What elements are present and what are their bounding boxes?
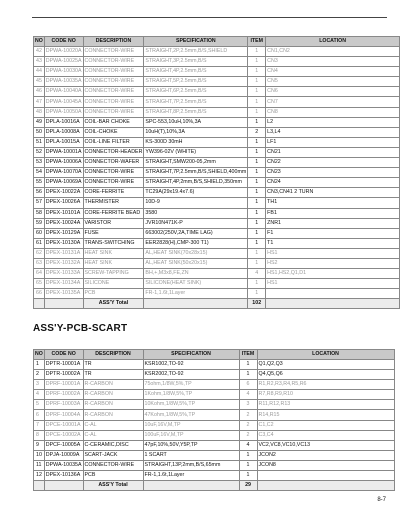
- cell-specification: BH,+,M3x8,FE,ZN: [144, 269, 248, 279]
- cell-location: CN8: [266, 107, 400, 117]
- cell-location: Q4,Q5,Q6: [257, 370, 394, 380]
- cell-no: 1: [34, 360, 45, 370]
- cell-description: HEAT SINK: [83, 248, 144, 258]
- cell-item: 1: [248, 107, 266, 117]
- cell-no: 47: [34, 97, 45, 107]
- cell-description: CONNECTOR-WAFER: [83, 158, 144, 168]
- cell-item: 1: [248, 77, 266, 87]
- cell-code-no: DPEX-10134A: [44, 279, 83, 289]
- header-code-no: CODE NO: [44, 350, 83, 360]
- cell-specification: 10uF,16V,M,TP: [143, 420, 239, 430]
- top-rule: [32, 17, 387, 18]
- table-row: [34, 420, 395, 430]
- cell-code-no: DPWA-10035A: [44, 77, 83, 87]
- cell-description: CONNECTOR-WIRE: [83, 168, 144, 178]
- cell-item: 2: [239, 410, 257, 420]
- cell-location: F1: [266, 228, 400, 238]
- cell-item: 1: [248, 168, 266, 178]
- cell-no: 43: [34, 57, 45, 67]
- cell-description: CONNECTOR-WIRE: [83, 77, 144, 87]
- cell-item: 1: [248, 97, 266, 107]
- table-row: [34, 137, 400, 147]
- cell-code-no: DPWA-10020A: [44, 47, 83, 57]
- header-location: LOCATION: [266, 37, 400, 47]
- cell-description: VARISTOR: [83, 218, 144, 228]
- cell-location: [266, 289, 400, 299]
- header-location: LOCATION: [257, 350, 394, 360]
- table-header-row: [34, 350, 395, 360]
- cell-item: 1: [248, 238, 266, 248]
- cell-no: 46: [34, 87, 45, 97]
- cell-code-no: DPEX-10022A: [44, 188, 83, 198]
- header-specification: SPECIFICATION: [144, 37, 248, 47]
- cell-location: HS1: [266, 248, 400, 258]
- total-label: ASS'Y Total: [83, 299, 144, 309]
- cell-description: CONNECTOR-WIRE: [83, 97, 144, 107]
- table-row: [34, 87, 400, 97]
- cell-no: 42: [34, 47, 45, 57]
- cell-item: 1: [239, 471, 257, 481]
- parts-table-scart: [33, 349, 395, 491]
- cell-code-no: DPWA-10050A: [44, 107, 83, 117]
- cell-code-no: DPLA-10008A: [44, 127, 83, 137]
- cell-location: CN5: [266, 77, 400, 87]
- cell-specification: 1Kohm,1/8W,5%,TP: [143, 390, 239, 400]
- table-row: [34, 67, 400, 77]
- cell-specification: STRAIGHT,4P,2mm,B/S,SHIELD,350mm: [144, 178, 248, 188]
- cell-code-no: DPEX-10130A: [44, 238, 83, 248]
- cell-code-no: DPTR-10001A: [44, 360, 83, 370]
- header-item: ITEM: [239, 350, 257, 360]
- table-row: [34, 218, 400, 228]
- cell-specification: 47pF,10%,50V,Y5P,TP: [143, 440, 239, 450]
- cell-specification: EER2828(H),CMP-300 T1): [144, 238, 248, 248]
- cell-code-no: DPCF-10005A: [44, 440, 83, 450]
- cell-no: 45: [34, 77, 45, 87]
- cell-no: 62: [34, 248, 45, 258]
- cell-no: 56: [34, 188, 45, 198]
- cell-description: COIL-CHOKE: [83, 127, 144, 137]
- cell-location: CN22: [266, 158, 400, 168]
- table-row: [34, 168, 400, 178]
- cell-location: [257, 481, 394, 491]
- cell-item: 1: [239, 460, 257, 470]
- cell-description: THERMISTER: [83, 198, 144, 208]
- cell-no: [34, 481, 45, 491]
- cell-location: C1,C2: [257, 420, 394, 430]
- cell-location: [266, 299, 400, 309]
- cell-code-no: DPRF-10004A: [44, 410, 83, 420]
- cell-specification: STRAIGHT,13P,2mm,B/S,65mm: [143, 460, 239, 470]
- table-row: [34, 77, 400, 87]
- cell-specification: 663002(250V,2A,TIME LAG): [144, 228, 248, 238]
- cell-location: CN3: [266, 57, 400, 67]
- cell-description: C-AL: [83, 420, 143, 430]
- table-total-row: [34, 299, 400, 309]
- cell-specification: 47Kohm,1/8W,5%,TP: [143, 410, 239, 420]
- cell-specification: KSR1002,TO-92: [143, 360, 239, 370]
- cell-no: 48: [34, 107, 45, 117]
- cell-specification: STRAIGHT,5P,2.5mm,B/S: [144, 77, 248, 87]
- cell-location: CN4: [266, 67, 400, 77]
- cell-code-no: DPWA-10030A: [44, 67, 83, 77]
- cell-location: CN21: [266, 147, 400, 157]
- cell-no: 50: [34, 127, 45, 137]
- cell-no: [34, 299, 45, 309]
- cell-location: JCON8: [257, 460, 394, 470]
- cell-location: LF1: [266, 137, 400, 147]
- cell-no: 49: [34, 117, 45, 127]
- cell-item: 1: [248, 47, 266, 57]
- table-row: [34, 269, 400, 279]
- cell-description: SCART-JACK: [83, 450, 143, 460]
- cell-item: 1: [248, 248, 266, 258]
- cell-no: 9: [34, 440, 45, 450]
- cell-no: 10: [34, 450, 45, 460]
- table-row: [34, 57, 400, 67]
- cell-no: 57: [34, 198, 45, 208]
- cell-code-no: DPRF-10002A: [44, 390, 83, 400]
- cell-specification: 75ohm,1/8W,5%,TP: [143, 380, 239, 390]
- table-row: [34, 380, 395, 390]
- table-row: [34, 440, 395, 450]
- cell-specification: JVR10N471K-P: [144, 218, 248, 228]
- cell-item: 4: [248, 269, 266, 279]
- cell-item: 2: [248, 127, 266, 137]
- cell-item: 1: [248, 218, 266, 228]
- table-row: [34, 188, 400, 198]
- table-row: [34, 127, 400, 137]
- cell-location: CN3,CN41 2 TURN: [266, 188, 400, 198]
- table-row: [34, 410, 395, 420]
- cell-no: 58: [34, 208, 45, 218]
- cell-specification: KS-300D 30mH: [144, 137, 248, 147]
- header-item: ITEM: [248, 37, 266, 47]
- cell-code-no: DPLA-10016A: [44, 117, 83, 127]
- cell-no: 52: [34, 147, 45, 157]
- cell-item: 4: [239, 440, 257, 450]
- cell-item: 1: [248, 198, 266, 208]
- total-count: 102: [248, 299, 266, 309]
- cell-item: 1: [248, 188, 266, 198]
- cell-specification: STRAIGHT,4P,2.5mm,B/S: [144, 67, 248, 77]
- cell-item: 1: [248, 289, 266, 299]
- cell-code-no: DPWA-10001A: [44, 147, 83, 157]
- cell-description: FUSE: [83, 228, 144, 238]
- cell-code-no: DPEX-10131A: [44, 248, 83, 258]
- cell-location: FB1: [266, 208, 400, 218]
- cell-no: 65: [34, 279, 45, 289]
- cell-code-no: DPTR-10002A: [44, 370, 83, 380]
- cell-specification: STRAIGHT,3P,2.5mm,B/S: [144, 57, 248, 67]
- cell-specification: STRAIGHT,6P,2.5mm,B/S: [144, 87, 248, 97]
- cell-code-no: DPCE-10002A: [44, 430, 83, 440]
- cell-code-no: DPCE-10001A: [44, 420, 83, 430]
- cell-description: CONNECTOR-WIRE: [83, 87, 144, 97]
- cell-code-no: DPWA-10069A: [44, 178, 83, 188]
- cell-code-no: DPEX-10101A: [44, 208, 83, 218]
- table-row: [34, 178, 400, 188]
- cell-item: 1: [248, 178, 266, 188]
- table-row: [34, 147, 400, 157]
- cell-no: 44: [34, 67, 45, 77]
- table-row: [34, 158, 400, 168]
- cell-code-no: DPWA-10035A: [44, 460, 83, 470]
- header-no: NO: [34, 350, 45, 360]
- cell-code-no: [44, 299, 83, 309]
- cell-no: 55: [34, 178, 45, 188]
- cell-item: 1: [248, 279, 266, 289]
- cell-specification: FR-1,1.6t,1Layer: [143, 471, 239, 481]
- cell-code-no: DPEX-10135A: [44, 289, 83, 299]
- table-row: [34, 370, 395, 380]
- cell-location: Q1,Q2,Q3: [257, 360, 394, 370]
- cell-location: CN23: [266, 168, 400, 178]
- header-specification: SPECIFICATION: [143, 350, 239, 360]
- cell-location: JCON2: [257, 450, 394, 460]
- table-row: [34, 390, 395, 400]
- cell-specification: 100uF,16V,M,TP: [143, 430, 239, 440]
- page-number: 8-7: [377, 497, 386, 503]
- table-row: [34, 279, 400, 289]
- table-row: [34, 430, 395, 440]
- cell-code-no: DPJA-10009A: [44, 450, 83, 460]
- cell-code-no: DPEX-10024A: [44, 218, 83, 228]
- cell-description: C-CERAMIC,DISC: [83, 440, 143, 450]
- cell-item: 1: [239, 360, 257, 370]
- cell-location: T1: [266, 238, 400, 248]
- cell-code-no: DPWA-10025A: [44, 57, 83, 67]
- header-description: DESCRIPTION: [83, 37, 144, 47]
- cell-description: C-AL: [83, 430, 143, 440]
- header-no: NO: [34, 37, 45, 47]
- cell-item: 1: [248, 158, 266, 168]
- cell-specification: STRAIGHT,8P,2.5mm,B/S: [144, 107, 248, 117]
- cell-specification: SPC-553,10uH,10%,3A: [144, 117, 248, 127]
- cell-description: CONNECTOR-WIRE: [83, 47, 144, 57]
- cell-code-no: DPEX-10132A: [44, 258, 83, 268]
- table-row: [34, 471, 395, 481]
- cell-specification: KSR2002,TO-92: [143, 370, 239, 380]
- cell-description: PCB: [83, 289, 144, 299]
- cell-item: 1: [248, 228, 266, 238]
- table-row: [34, 400, 395, 410]
- table-row: [34, 228, 400, 238]
- cell-code-no: [44, 481, 83, 491]
- cell-no: 7: [34, 420, 45, 430]
- cell-description: TR: [83, 370, 143, 380]
- table-row: [34, 208, 400, 218]
- cell-no: 3: [34, 380, 45, 390]
- cell-no: 8: [34, 430, 45, 440]
- header-description: DESCRIPTION: [83, 350, 143, 360]
- cell-no: 59: [34, 218, 45, 228]
- cell-specification: YW396-02V (WHITE): [144, 147, 248, 157]
- cell-description: TRANS-SWITCHING: [83, 238, 144, 248]
- table-total-row: [34, 481, 395, 491]
- cell-specification: FR-1,1.6t,1Layer: [144, 289, 248, 299]
- cell-no: 54: [34, 168, 45, 178]
- table-row: [34, 360, 395, 370]
- cell-description: R-CARBON: [83, 400, 143, 410]
- cell-location: TH1: [266, 198, 400, 208]
- cell-item: 1: [248, 87, 266, 97]
- cell-description: R-CARBON: [83, 390, 143, 400]
- cell-code-no: DPWA-10040A: [44, 87, 83, 97]
- cell-description: CONNECTOR-WIRE: [83, 178, 144, 188]
- total-count: 29: [239, 481, 257, 491]
- cell-description: SILICONE: [83, 279, 144, 289]
- table-row: [34, 107, 400, 117]
- table-row: [34, 238, 400, 248]
- section-title-scart: ASS'Y-PCB-SCART: [33, 323, 128, 334]
- table-row: [34, 117, 400, 127]
- cell-no: 60: [34, 228, 45, 238]
- cell-location: CN1,CN2: [266, 47, 400, 57]
- cell-location: CN24: [266, 178, 400, 188]
- cell-specification: SILICONE(HEAT SINK): [144, 279, 248, 289]
- cell-item: 1: [239, 370, 257, 380]
- cell-description: CONNECTOR-WIRE: [83, 460, 143, 470]
- cell-no: 51: [34, 137, 45, 147]
- cell-specification: AL,HEAT SINK(50x20x15): [144, 258, 248, 268]
- cell-code-no: DPEX-10026A: [44, 198, 83, 208]
- cell-item: 4: [239, 390, 257, 400]
- cell-description: PCB: [83, 471, 143, 481]
- cell-location: CN7: [266, 97, 400, 107]
- cell-description: R-CARBON: [83, 380, 143, 390]
- cell-no: 61: [34, 238, 45, 248]
- cell-specification: 3580: [144, 208, 248, 218]
- cell-description: SCREW-TAPPING: [83, 269, 144, 279]
- cell-item: 3: [239, 400, 257, 410]
- cell-description: R-CARBON: [83, 410, 143, 420]
- cell-item: 1: [239, 450, 257, 460]
- cell-location: HS2: [266, 258, 400, 268]
- cell-description: CORE-FERRITE: [83, 188, 144, 198]
- table-row: [34, 47, 400, 57]
- table-row: [34, 450, 395, 460]
- cell-specification: 10D-9: [144, 198, 248, 208]
- cell-location: CN6: [266, 87, 400, 97]
- cell-description: CONNECTOR-WIRE: [83, 57, 144, 67]
- cell-specification: STRAIGHT,7P,2.5mm,B/S: [144, 97, 248, 107]
- cell-no: 6: [34, 410, 45, 420]
- cell-specification: STRAIGHT,SMW200-05,2mm: [144, 158, 248, 168]
- cell-description: HEAT SINK: [83, 258, 144, 268]
- cell-item: 1: [248, 258, 266, 268]
- cell-description: COIL-BAR CHOKE: [83, 117, 144, 127]
- cell-location: C3,C4: [257, 430, 394, 440]
- table-row: [34, 258, 400, 268]
- cell-code-no: DPRF-10003A: [44, 400, 83, 410]
- cell-specification: TC29A(29x19.4x7.6): [144, 188, 248, 198]
- cell-description: CONNECTOR-WIRE: [83, 107, 144, 117]
- cell-code-no: DPWA-10070A: [44, 168, 83, 178]
- cell-item: 1: [248, 117, 266, 127]
- cell-no: 5: [34, 400, 45, 410]
- cell-no: 4: [34, 390, 45, 400]
- cell-no: 66: [34, 289, 45, 299]
- cell-item: 1: [248, 137, 266, 147]
- cell-specification: 1 SCART: [143, 450, 239, 460]
- cell-item: 1: [248, 67, 266, 77]
- cell-no: 63: [34, 258, 45, 268]
- cell-description: CONNECTOR-WIRE: [83, 67, 144, 77]
- cell-code-no: DPWA-10045A: [44, 97, 83, 107]
- cell-location: VC2,VC8,VC10,VC13: [257, 440, 394, 450]
- cell-item: 1: [248, 57, 266, 67]
- cell-item: 1: [248, 208, 266, 218]
- cell-code-no: DPWA-10006A: [44, 158, 83, 168]
- cell-location: ZNR1: [266, 218, 400, 228]
- cell-description: CONNECTOR-HEADER: [83, 147, 144, 157]
- cell-location: L2: [266, 117, 400, 127]
- cell-location: HS1: [266, 279, 400, 289]
- cell-item: 6: [239, 380, 257, 390]
- cell-location: L3,L4: [266, 127, 400, 137]
- table-header-row: [34, 37, 400, 47]
- cell-specification: [143, 481, 239, 491]
- cell-description: TR: [83, 360, 143, 370]
- table-row: [34, 460, 395, 470]
- cell-code-no: DPEX-10136A: [44, 471, 83, 481]
- cell-location: R1,R2,R3,R4,R5,R6: [257, 380, 394, 390]
- cell-description: CORE-FERRITE BEAD: [83, 208, 144, 218]
- cell-location: HS1,HS2,Q1,D1: [266, 269, 400, 279]
- cell-location: R11,R12,R13: [257, 400, 394, 410]
- cell-code-no: DPEX-10133A: [44, 269, 83, 279]
- cell-item: 1: [248, 147, 266, 157]
- total-label: ASS'Y Total: [83, 481, 143, 491]
- cell-specification: 10uH(T),10%,3A: [144, 127, 248, 137]
- cell-specification: STRAIGHT,7P,2.5mm,B/S,SHIELD,400mm: [144, 168, 248, 178]
- cell-no: 2: [34, 370, 45, 380]
- cell-location: R14,R15: [257, 410, 394, 420]
- cell-specification: STRAIGHT,2P,2.5mm,B/S,SHIELD: [144, 47, 248, 57]
- cell-no: 12: [34, 471, 45, 481]
- cell-item: 2: [239, 430, 257, 440]
- header-code-no: CODE NO: [44, 37, 83, 47]
- cell-specification: AL,HEAT SINK(70x28x15): [144, 248, 248, 258]
- table-row: [34, 289, 400, 299]
- cell-location: [257, 471, 394, 481]
- table-row: [34, 97, 400, 107]
- cell-description: COIL-LINE FILTER: [83, 137, 144, 147]
- cell-code-no: DPEX-10129A: [44, 228, 83, 238]
- parts-table-main: [33, 36, 400, 309]
- cell-code-no: DPLA-10015A: [44, 137, 83, 147]
- table-row: [34, 198, 400, 208]
- cell-specification: [144, 299, 248, 309]
- cell-code-no: DPRF-10001A: [44, 380, 83, 390]
- cell-item: 2: [239, 420, 257, 430]
- table-row: [34, 248, 400, 258]
- cell-no: 53: [34, 158, 45, 168]
- cell-specification: 10Kohm,1/8W,5%,TP: [143, 400, 239, 410]
- cell-location: R7,R8,R9,R10: [257, 390, 394, 400]
- cell-no: 11: [34, 460, 45, 470]
- cell-no: 64: [34, 269, 45, 279]
